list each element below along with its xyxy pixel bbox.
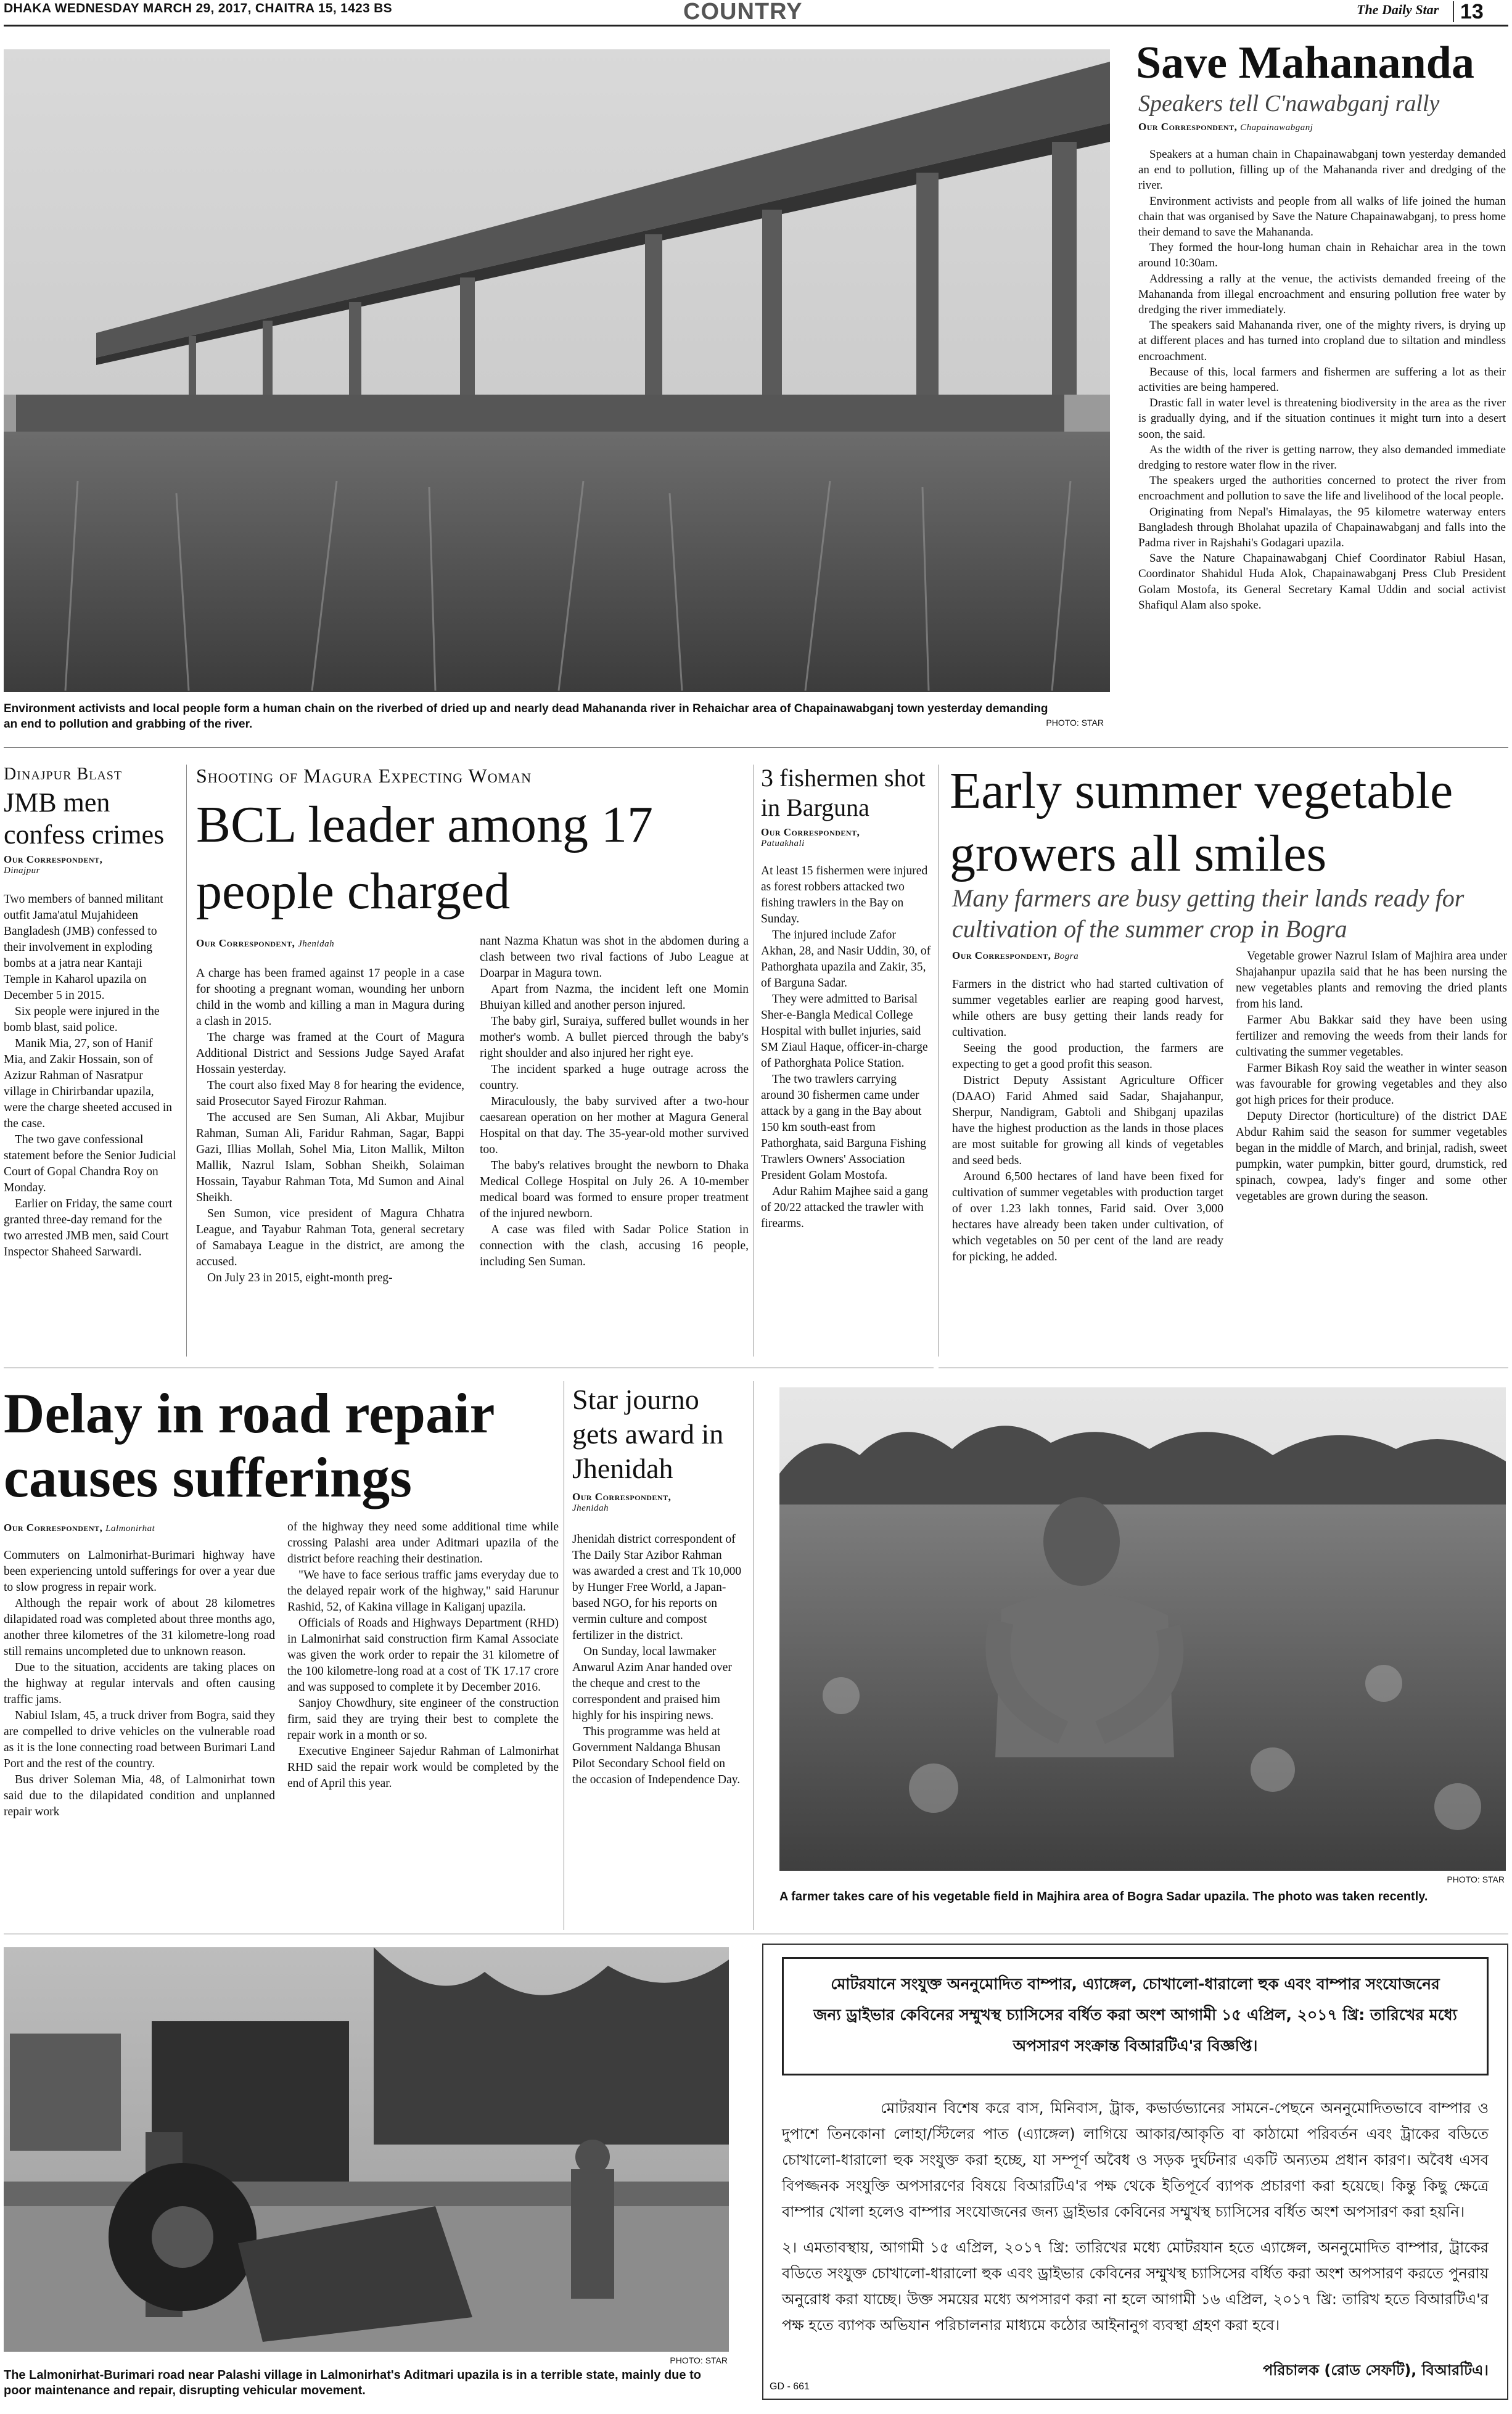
fishermen-byline [761, 826, 934, 849]
journo-byline [572, 1491, 739, 1514]
fishermen-byline-place: Patuakhali [761, 839, 805, 848]
paragraph: Save the Nature Chapainawabganj Chief Coordinator Rabiul Hasan, Coordinator Shahidul Huda Alok, Chapainawabganj Press Club President Golam Mostofa, its General Secretary Kamal Uddin and social activist Shafiqul Alam also spoke. [1138, 552, 1506, 612]
paragraph: Earlier on Friday, the same court granted three-day remand for the two arrested JMB men, said Court Inspector Shaheed Sarwardi. [4, 1197, 173, 1258]
paragraph: A case was filed with Sadar Police Station in connection with the clash, accusing 16 people, including Sen Suman. [480, 1223, 749, 1268]
road-body-col1 [4, 1548, 275, 1820]
paragraph: The speakers said Mahananda river, one of the mighty rivers, is drying up at different places and has turned into cropland due to siltation and mindless encroachment. [1138, 319, 1506, 363]
paragraph: A charge has been framed against 17 people in a case for shooting a pregnant woman, wounding her unborn child in the womb and killing a man in Magura during a clash in 2015. [196, 967, 464, 1028]
page-number: 13 [1460, 0, 1484, 23]
journo-byline-label: Our Correspondent, [572, 1491, 672, 1503]
advert-box-line3: অপসারণ সংক্রান্ত বিআরটিএ'র বিজ্ঞপ্তি। [1013, 2037, 1258, 2055]
bcl-byline [196, 937, 334, 950]
paragraph: Seeing the good production, the farmers are expecting to get a good profit this season. [952, 1042, 1223, 1071]
jmb-byline [4, 853, 183, 876]
masthead-rule [4, 25, 1508, 27]
paragraph: Farmer Abu Bakkar said they have been using fertilizer and removing the weeds from their lands for cultivating the summer vegetables. [1236, 1014, 1507, 1059]
paragraph: Adur Rahim Majhee said a gang of 20/22 attacked the trawler with firearms. [761, 1185, 928, 1230]
mahananda-body [1138, 147, 1506, 613]
mahananda-byline-place: Chapainawabganj [1240, 123, 1313, 133]
journo-byline-place: Jhenidah [572, 1503, 609, 1513]
paragraph: Two members of banned militant outfit Jama'atul Mujahideen Bangladesh (JMB) confessed to their involvement in exploding bombs at a jatra near Kantaji Temple in Kaharol upazila on December 5 in 2015. [4, 893, 163, 1002]
column-rule [186, 765, 187, 1357]
vegetable-byline-place: Bogra [1054, 951, 1079, 961]
farmer-photo-credit: PHOTO: STAR [1447, 1874, 1505, 1884]
dateline: DHAKA WEDNESDAY MARCH 29, 2017, CHAITRA 15, 1423 BS [4, 1, 392, 15]
advert-box-line2: জন্য ড্রাইভার কেবিনের সম্মুখস্থ চ্যাসিসের বর্ধিত করা অংশ আগামী ১৫ এপ্রিল, ২০১৭ খ্রি: তারিখের মধ্যে [813, 2006, 1457, 2024]
road-byline-label: Our Correspondent, [4, 1522, 103, 1533]
paragraph: Farmer Bikash Roy said the weather in winter season was favourable for growing vegetables and they also got high prices for their produce. [1236, 1062, 1507, 1107]
paragraph: "We have to face serious traffic jams everyday due to the delayed repair work of the highway," said Harunur Rashid, 52, of Kakina village in Kaliganj upazila. [287, 1569, 559, 1614]
paragraph: Speakers at a human chain in Chapainawabganj town yesterday demanded an end to pollution, filling up of the Mahananda river and dredging of the river. [1138, 148, 1506, 192]
advert-signature: পরিচালক (রোড সেফটি), বিআরটিএ। [1263, 2362, 1489, 2379]
vegetable-body-col2 [1236, 948, 1507, 1205]
fishermen-body [761, 863, 931, 1232]
jmb-byline-label: Our Correspondent, [4, 853, 103, 865]
journo-body [572, 1532, 742, 1788]
paragraph: Officials of Roads and Highways Department (RHD) in Lalmonirhat said construction firm Kamal Associate was given the work order to repair the 31 kilometre of the 100 kilometre-long road at a cost of TK 17.17 crore and was supposed to complete it by December 2016. [287, 1617, 559, 1694]
mahananda-headline: Save Mahananda [1136, 38, 1474, 88]
jmb-body [4, 892, 178, 1260]
paragraph: Jhenidah district correspondent of The Daily Star Azibor Rahman was awarded a crest and Tk 10,000 by Hunger Free World, a Japan-based NGO, for his reports on vermin culture and compost fertilizer in the district. [572, 1533, 742, 1642]
vegetable-byline-label: Our Correspondent, [952, 950, 1051, 961]
road-caption: The Lalmonirhat-Burimari road near Palashi village in Lalmonirhat's Aditmari upazila is in a terrible state, mainly due to poor maintenance and repair, disrupting vehicular movement. [4, 2368, 701, 2397]
paragraph: Manik Mia, 27, son of Hanif Mia, and Zakir Hossain, son of Azizur Rahman of Nasratpur village in Chirirbandar upazila, were the charge sheeted accused in the case. [4, 1037, 173, 1130]
paragraph: The speakers urged the authorities concerned to protect the river from encroachment and pollution to save the life and livelihood of the local people. [1138, 474, 1506, 503]
paragraph: The two trawlers carrying around 30 fishermen came under attack by a gang in the Bay about 150 km south-east from Pathorghata, said Barguna Fishing Trawlers Owners' Association President Golam Mostofa. [761, 1073, 926, 1182]
bcl-kicker: Shooting of Magura Expecting Woman [196, 765, 532, 787]
paragraph: Executive Engineer Sajedur Rahman of Lalmonirhat RHD said the repair work would be completed by the end of April this year. [287, 1745, 559, 1790]
paragraph: Miraculously, the baby survived after a two-hour caesarean operation on her mother at Magura General Hospital on that day. The 35-year-old mother survived too. [480, 1095, 749, 1156]
paragraph: Bus driver Soleman Mia, 48, of Lalmonirhat town said due to the dilapidated condition and unplanned repair work [4, 1773, 275, 1818]
paragraph: The court also fixed May 8 for hearing the evidence, said Prosecutor Sayed Firozur Rahman. [196, 1079, 464, 1108]
paragraph: Nabiul Islam, 45, a truck driver from Bogra, said they are compelled to drive vehicles on the vulnerable road as it is the lone connecting road between Burimari Land Port and the rest of the country. [4, 1709, 275, 1770]
paragraph: Due to the situation, accidents are taking places on the highway at regular intervals and often causing traffic jams. [4, 1661, 275, 1706]
mahananda-photo-credit: PHOTO: STAR [1046, 718, 1104, 728]
paragraph: Drastic fall in water level is threatening biodiversity in the area as the river is gradually dying, and if the situation continues it might turn into a desert soon, the said. [1138, 396, 1506, 441]
advert-box-line1: মোটরযানে সংযুক্ত অননুমোদিত বাম্পার, এ্যাঙ্গেল, চোখালো-ধারালো হুক এবং বাম্পার সংযোজনের [831, 1975, 1440, 1993]
paragraph: Deputy Director (horticulture) of the district DAE Abdur Rahim said the season for summer vegetables began in the middle of March, and brinjal, radish, sweet pumpkin, water pumpkin, bitter gourd, drumstick, red spinach, cowpea, lady's finger and some other vegetables are grown during the season. [1236, 1110, 1507, 1203]
paragraph: The accused are Sen Suman, Ali Akbar, Mujibur Rahman, Suman Ali, Faridur Rahman, Sagar, Bappi Gazi, Illias Mollah, Sohel Mia, Liton Mallik, Milton Mallik, Nazrul Islam, Sobhan Sheikh, Solaiman Hossain, Tayabur Rahman Tota, Md Sumon and Ainal Sheikh. [196, 1111, 464, 1204]
paragraph: Vegetable grower Nazrul Islam of Majhira area under Shajahanpur upazila said that he has been nursing the new vegetables plants and removing the dried plants from his land. [1236, 950, 1507, 1011]
paragraph: Because of this, local farmers and fishermen are suffering a lot as their activities are being hampered. [1138, 365, 1506, 395]
vegetable-body-col1 [952, 977, 1223, 1265]
jmb-byline-place: Dinajpur [4, 866, 41, 876]
paragraph: District Deputy Assistant Agriculture Officer (DAAO) Farid Ahmed said Sadar, Shajahanpur, Sherpur, Nandigram, Gabtoli and Shibganj upazilas have the highest production as the lands in those places are most suitable for growing all kinds of vegetables and seed beds. [952, 1074, 1223, 1167]
bcl-body-col2 [480, 934, 749, 1270]
paragraph: This programme was held at Government Naldanga Bhusan Pilot Secondary School field on the occasion of Independence Day. [572, 1725, 741, 1786]
section-title: COUNTRY [683, 0, 803, 25]
mahananda-caption: Environment activists and local people form a human chain on the riverbed of dried up and nearly dead Mahananda river in Rehaichar area of Chapainawabganj town yesterday demanding an end to pollution and grabbing of the river. [4, 702, 1048, 731]
paragraph: nant Nazma Khatun was shot in the abdomen during a clash between two rival factions of Jubo League at Doarpar in Magura town. [480, 935, 749, 980]
mahananda-byline-label: Our Correspondent, [1138, 121, 1238, 133]
paragraph: Farmers in the district who had started cultivation of summer vegetables earlier are reaping good harvest, while others are busy getting their lands ready for cultivation. [952, 978, 1223, 1039]
road-photo [4, 1947, 729, 2352]
mahananda-subhead: Speakers tell C'nawabganj rally [1138, 91, 1440, 117]
paragraph: The two gave confessional statement before the Senior Judicial Court of Gopal Chandra Roy on Monday. [4, 1133, 176, 1194]
advert-notice-box [782, 1957, 1489, 2075]
vegetable-headline: Early summer vegetable growers all smiles [950, 762, 1453, 882]
advert-para1: মোটরযান বিশেষ করে বাস, মিনিবাস, ট্রাক, কভার্ডভ্যানের সামনে-পেছনে অননুমোদিতভাবে বাম্পার ও দুপাশে তিনকোনা লোহা/স্টিলের পাত (এ্যাঙ্গেল) লাগিয়ে আকার/আকৃতি বা কাঠামো পরিবর্তন এবং ট্রাকের বডিতে চোখালো-ধারালো হুক সংযুক্ত করা হচ্ছে, যা সম্পূর্ণ অবৈধ ও সড়ক দুর্ঘটনার একটি অন্যতম প্রধান কারণ। অবৈধ এসব বিপজ্জনক সংযুক্তি অপসারণের বিষয়ে বিআরটিএ'র পক্ষ থেকে ইতিপূর্বে ব্যাপক প্রচারণা করা হয়েছে। কিন্তু কিছু ক্ষেত্রে বাম্পার খোলা হলেও বাম্পার সংযোজনের জন্য ড্রাইভার কেবিনের সম্মুখস্থ চ্যাসিসের বর্ধিত অংশ অপসারণ করা হয়নি। [782, 2100, 1489, 2220]
paragraph: The baby's relatives brought the newborn to Dhaka Medical College Hospital on July 26. A 10-member medical board was formed to ensure proper treatment of the injured newborn. [480, 1159, 749, 1220]
paragraph: The baby girl, Suraiya, suffered bullet wounds in her mother's womb. A bullet pierced through the baby's right shoulder and also injured her right eye. [480, 1015, 749, 1060]
advert-para2: ২। এমতাবস্থায়, আগামী ১৫ এপ্রিল, ২০১৭ খ্রি: তারিখের মধ্যে মোটরযান হতে এ্যাঙ্গেল, অননুমোদিত বাম্পার, ট্রাকের বডিতে সংযুক্ত চোখালো-ধারালো হুক এবং ড্রাইভার কেবিনের সম্মুখস্থ চ্যাসিসের বর্ধিত করা অংশ অপসারণ করতে পুনরায় অনুরোধ করা যাচ্ছে। উক্ত সময়ের মধ্যে অপসারণ করা না হলে আগামী ১৬ এপ্রিল, ২০১৭ খ্রি: তারিখ হতে বিআরটিএ'র পক্ষ হতে ব্যাপক অভিযান পরিচালনার মাধ্যমে কঠোর আইনানুগ ব্যবস্থা গ্রহণ করা হবে। [782, 2239, 1489, 2334]
paragraph: Addressing a rally at the venue, the activists demanded freeing of the Mahananda from illegal encroachment and ensuring pollution free water by dredging the river immediately. [1138, 272, 1506, 317]
paragraph: Commuters on Lalmonirhat-Burimari highway have been experiencing untold sufferings for over a year due to slow progress in repair work. [4, 1549, 275, 1594]
paragraph: Around 6,500 hectares of land have been fixed for cultivation of summer vegetables with production target of over 1.23 lakh tonnes, Farid said. Over 3,000 hectares have already been taken under cultivation, of which vegetables on 50 per cent of the land are ready for picking, he added. [952, 1170, 1223, 1263]
mahananda-photo [4, 49, 1110, 692]
farmer-photo [779, 1387, 1506, 1871]
vegetable-subhead: Many farmers are busy getting their lands ready for cultivation of the summer crop in Bogra [952, 884, 1465, 943]
paragraph: As the width of the river is getting narrow, they also demanded immediate dredging to restore water flow in the river. [1138, 443, 1506, 472]
paragraph: At least 15 fishermen were injured as forest robbers attacked two fishing trawlers in the Bay on Sunday. [761, 864, 928, 926]
farmer-caption: A farmer takes care of his vegetable field in Majhira area of Bogra Sadar upazila. The photo was taken recently. [779, 1890, 1428, 1903]
bcl-byline-place: Jhenidah [298, 939, 335, 949]
paragraph: Sen Sumon, vice president of Magura Chhatra League, and Tayabur Rahman Tota, general secretary of Samabaya League in the district, are among the accused. [196, 1207, 464, 1268]
paper-logo: The Daily Star [1357, 2, 1439, 17]
paragraph: They were admitted to Barisal Sher-e-Bangla Medical College Hospital with bullet injuries, said SM Ziaul Haque, officer-in-charge of Pathorghata Police Station. [761, 993, 928, 1070]
road-headline: Delay in road repair causes sufferings [4, 1382, 494, 1509]
bcl-byline-label: Our Correspondent, [196, 937, 295, 949]
paragraph: On Sunday, local lawmaker Anwarul Azim Anar handed over the cheque and crest to the correspondent and praised him highly for his inspiring news. [572, 1645, 732, 1722]
brta-advert [762, 1944, 1508, 2400]
section-divider [4, 747, 1508, 748]
paragraph: Originating from Nepal's Himalayas, the 95 kilometre waterway enters Bangladesh through Bholahat upazila of Chapainawabganj and falls into the Padma river in Rajshahi's Godagari upazila. [1138, 505, 1506, 550]
fishermen-headline: 3 fishermen shot in Barguna [761, 764, 926, 821]
vegetable-byline [952, 950, 1079, 962]
bcl-body-col1 [196, 966, 464, 1286]
paragraph: The incident sparked a huge outrage across the country. [480, 1063, 749, 1092]
paragraph: The injured include Zafor Akhan, 28, and Nasir Uddin, 30, of Pathorghata upazila and Zakir, 35, of Barguna Sadar. [761, 929, 931, 990]
jmb-kicker: Dinajpur Blast [4, 765, 123, 784]
road-body-col2 [287, 1519, 559, 1792]
paragraph: On July 23 in 2015, eight-month preg- [207, 1271, 393, 1284]
advert-code: GD - 661 [770, 2381, 810, 2392]
road-byline [4, 1522, 155, 1534]
paragraph: They formed the hour-long human chain in Rehaichar area in the town around 10:30am. [1138, 241, 1506, 270]
paragraph: Apart from Nazma, the incident left one Momin Bhuiyan killed and another person injured. [480, 983, 749, 1012]
paragraph: The charge was framed at the Court of Magura Additional District and Sessions Judge Sayed Arafat Hossain yesterday. [196, 1031, 464, 1076]
bcl-headline: BCL leader among 17 people charged [196, 796, 654, 920]
masthead-divider [1453, 1, 1454, 22]
journo-headline: Star journo gets award in Jhenidah [572, 1384, 724, 1484]
road-byline-place: Lalmonirhat [105, 1524, 155, 1533]
fishermen-byline-label: Our Correspondent, [761, 826, 860, 838]
mahananda-byline [1138, 121, 1313, 133]
road-photo-credit: PHOTO: STAR [670, 2355, 728, 2365]
paragraph: Six people were injured in the bomb blast, said police. [4, 1005, 160, 1034]
paragraph: Although the repair work of about 28 kilometres dilapidated road was completed about three months ago, another three kilometres of the 31 kilometre-long road still remains uncompleted due to unknown reason. [4, 1597, 275, 1658]
paragraph: Environment activists and people from all walks of life joined the human chain that was organised by Save the Nature Chapainawabganj, to press home their demand to save the Mahananda. [1138, 194, 1506, 239]
jmb-headline: JMB men confess crimes [4, 787, 165, 850]
paragraph: Sanjoy Chowdhury, site engineer of the construction firm, said they are trying their best to complete the repair work in a month or so. [287, 1697, 559, 1742]
paragraph: of the highway they need some additional time while crossing Palashi area under Aditmari upazila of the district before reaching their destination. [287, 1521, 559, 1566]
